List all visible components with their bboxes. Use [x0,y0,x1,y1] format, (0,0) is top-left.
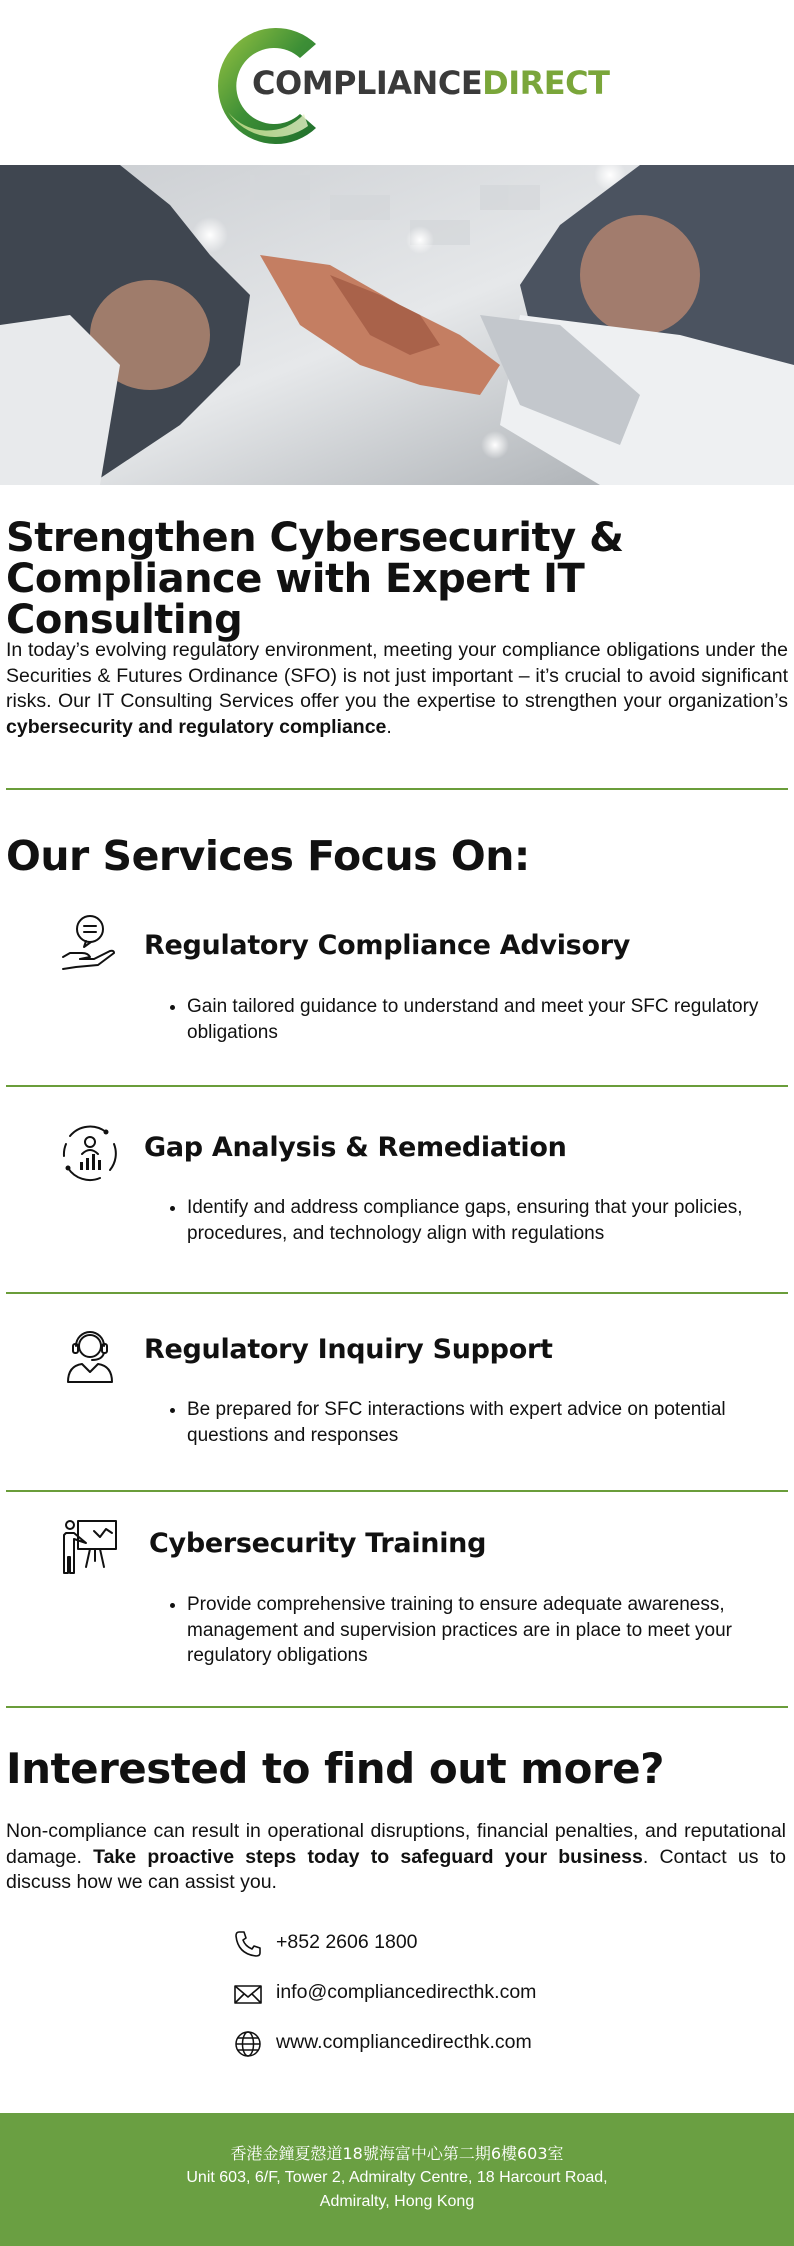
headset-support-icon [60,1326,120,1386]
handshake-photo-icon [0,165,794,485]
footer-address [0,2142,794,2214]
service-title: Regulatory Inquiry Support [144,1334,553,1365]
header [0,0,794,165]
section-divider [6,1490,788,1492]
advisory-chat-hand-icon [60,913,120,973]
footer [0,2113,794,2246]
intro-text-end: . [386,715,392,738]
training-presenter-icon [60,1517,120,1577]
contact-website[interactable] [233,2027,633,2061]
cta-text-bold: Take proactive steps today to safeguard your business [93,1845,643,1868]
service-title: Gap Analysis & Remediation [144,1132,567,1163]
service-title: Regulatory Compliance Advisory [144,930,631,961]
analysis-chart-icon [60,1122,120,1182]
service-bullet: • Gain tailored guidance to understand and meet your SFC regulatory obligations [187,994,794,1045]
service-bullet-list [165,1592,794,1669]
cta-paragraph [6,1819,786,1896]
service-bullet-list [165,994,794,1045]
service-bullet: • Provide comprehensive training to ensure adequate awareness, management and supervision practices are in place to meet your regulatory obligations [187,1592,794,1669]
service-bullet-list [165,1397,794,1448]
company-logo[interactable] [208,22,610,147]
service-bullet: • Identify and address compliance gaps, ensuring that your policies, procedures, and technology align with regulations [187,1195,794,1246]
services-title: Our Services Focus On: [6,832,530,880]
page-title: Strengthen Cybersecurity & Compliance with Expert IT Consulting [6,515,624,643]
address-line-1: Unit 603, 6/F, Tower 2, Admiralty Centre, 18 Harcourt Road, [186,2169,608,2186]
intro-paragraph [6,638,788,740]
address-chinese: 香港金鐘夏慤道18號海富中心第二期6樓603室 [230,2144,564,2163]
logo-wordmark [252,64,609,102]
logo-text-compliance: COMPLIANCE [252,64,483,102]
phone-number[interactable]: +852 2606 1800 [276,1931,418,1953]
phone-icon [233,1929,263,1959]
hero-handshake-image [0,165,794,485]
logo-text-direct: DIRECT [482,64,610,102]
service-bullet: • Be prepared for SFC interactions with expert advice on potential questions and responses [187,1397,794,1448]
email-address[interactable]: info@compliancedirecthk.com [276,1981,537,2003]
address-line-2: Admiralty, Hong Kong [319,2193,475,2210]
intro-text: In today’s evolving regulatory environment, meeting your compliance obligations under the Securities & Futures Ordinance (SFO) is not just important – it’s crucial to avoid significant risks. Our IT Consulting Services offer you the expertise to strengthen your organization’s [6,639,788,712]
section-divider [6,1085,788,1087]
cta-title: Interested to find out more? [6,1744,664,1793]
service-title: Cybersecurity Training [149,1528,487,1559]
envelope-icon [233,1979,263,2009]
globe-icon [233,2029,263,2059]
contact-phone[interactable] [233,1927,633,1961]
cta-text: Non-compliance can result in operational disruptions, financial penalties, and reputational damage. [6,1820,786,1868]
cta-text-end: . Contact us to discuss how we can assist you. [6,1845,786,1893]
service-bullet-list [165,1195,794,1246]
website-url[interactable]: www.compliancedirecthk.com [276,2031,532,2053]
contact-email[interactable] [233,1977,633,2011]
section-divider [6,788,788,790]
intro-text-bold: cybersecurity and regulatory compliance [6,715,387,738]
section-divider [6,1706,788,1708]
section-divider [6,1292,788,1294]
